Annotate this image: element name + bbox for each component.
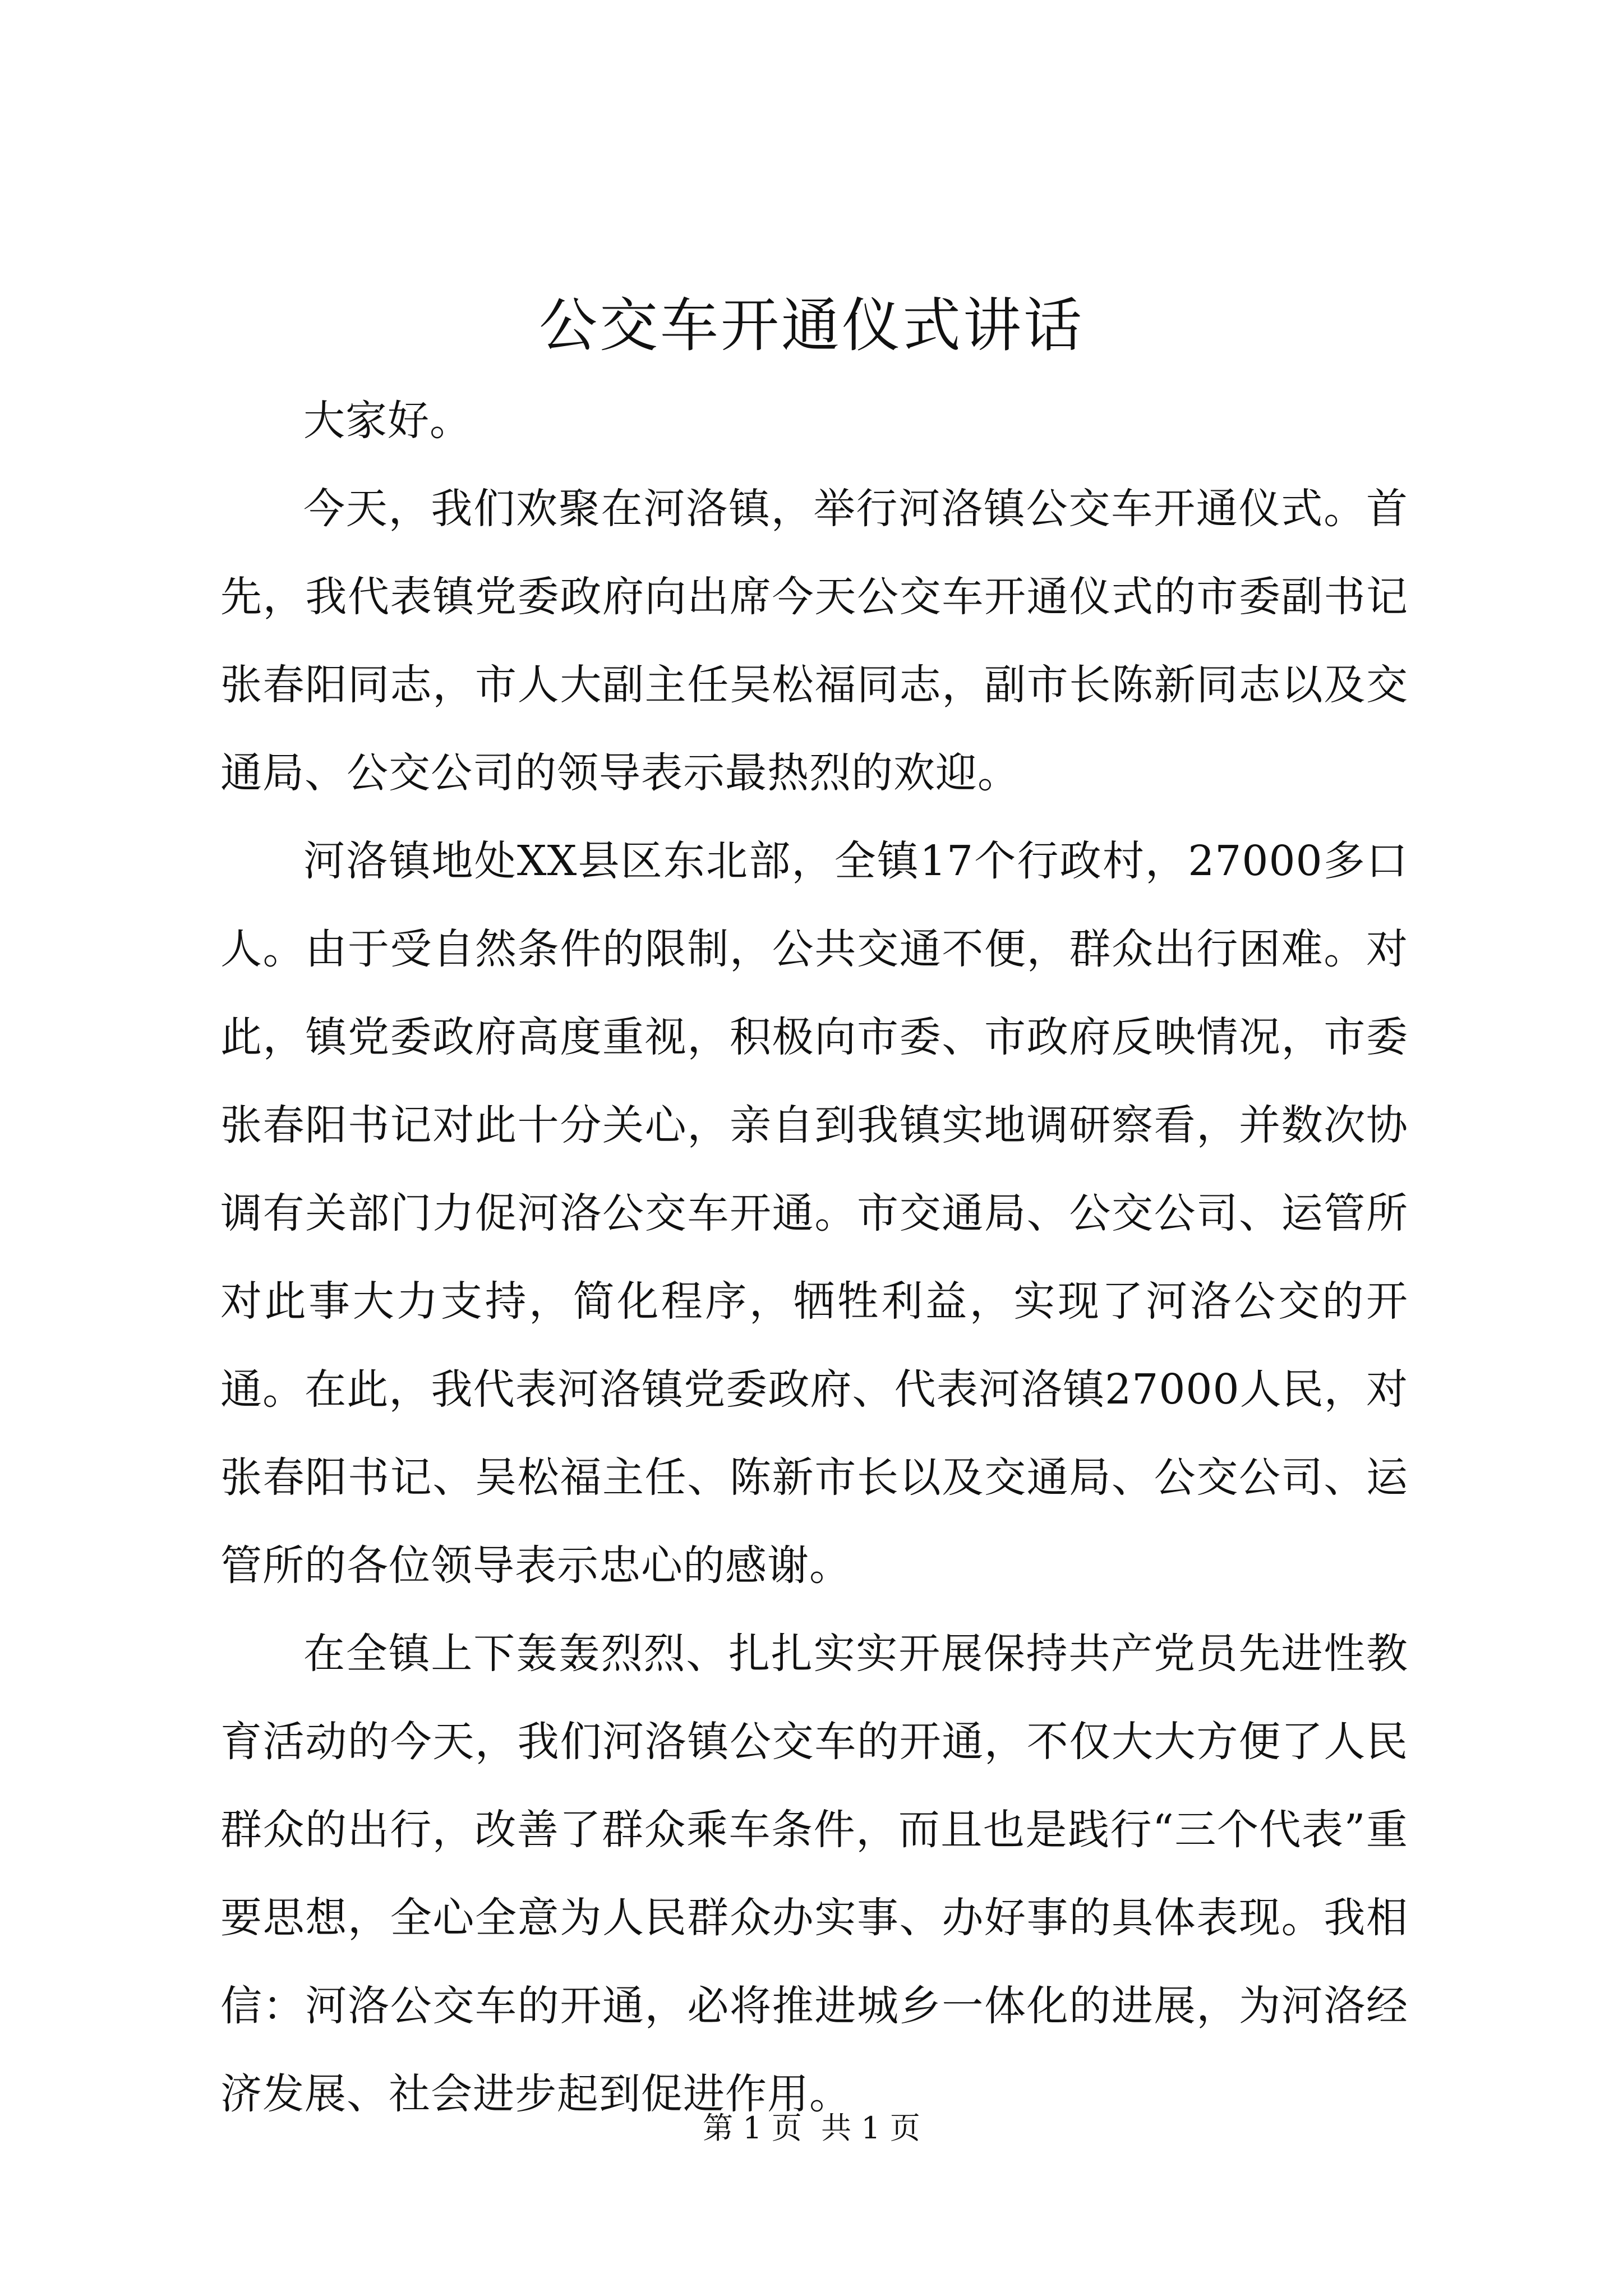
- document-body: [220, 377, 1408, 2138]
- paragraph-significance: 在全镇上下轰轰烈烈、扎扎实实开展保持共产党员先进性教育活动的今天，我们河洛镇公交车的开通，不仅大大方便了人民群众的出行，改善了群众乘车条件，而且也是践行“三个代表”重要思想，全心全意为人民群众办实事、办好事的具体表现。我相信：河洛公交车的开通，必将推进城乡一体化的进展，为河洛经济发展、社会进步起到促进作用。: [220, 1630, 1408, 2118]
- paragraph-welcome: 今天，我们欢聚在河洛镇，举行河洛镇公交车开通仪式。首先，我代表镇党委政府向出席今天公交车开通仪式的市委副书记张春阳同志，市人大副主任吴松福同志，副市长陈新同志以及交通局、公交公司的领导表示最热烈的欢迎。: [220, 485, 1408, 797]
- paragraph-greeting: 大家好。: [303, 397, 472, 445]
- paragraph-background: 河洛镇地处XX县区东北部，全镇17个行政村，27000多口人。由于受自然条件的限制，公共交通不便，群众出行困难。对此，镇党委政府高度重视，积极向市委、市政府反映情况，市委张春阳书记对此十分关心，亲自到我镇实地调研察看，并数次协调有关部门力促河洛公交车开通。市交通局、公交公司、运管所对此事大力支持，简化程序，牺牲利益，实现了河洛公交的开通。在此，我代表河洛镇党委政府、代表河洛镇27000人民，对张春阳书记、吴松福主任、陈新市长以及交通局、公交公司、运管所的各位领导表示忠心的感谢。: [220, 837, 1408, 1590]
- document-title: 公交车开通仪式讲话: [538, 291, 1084, 360]
- page-footer: [0, 2106, 1623, 2151]
- page-number: 第 1 页 共 1 页: [703, 2110, 920, 2146]
